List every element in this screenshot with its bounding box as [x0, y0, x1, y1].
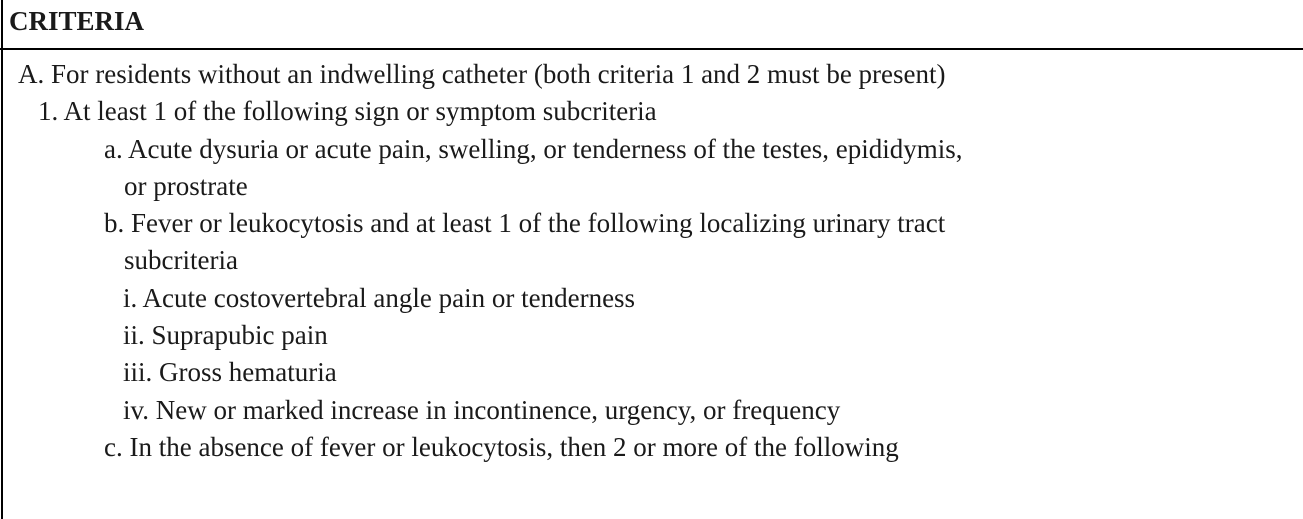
subcriterion-1b-continued: subcriteria: [124, 245, 238, 275]
table-left-border: [1, 0, 3, 519]
subcriterion-1c: c. In the absence of fever or leukocytosis, then 2 or more of the following: [104, 432, 899, 462]
header-divider: [0, 48, 1303, 50]
subcriterion-1a: a. Acute dysuria or acute pain, swelling, or tenderness of the testes, epididymis,: [104, 134, 963, 164]
subcriterion-1b-i: i. Acute costovertebral angle pain or tenderness: [123, 283, 636, 313]
subcriterion-1b: b. Fever or leukocytosis and at least 1 of the following localizing urinary tract: [104, 208, 946, 238]
subcriterion-1b-iv: iv. New or marked increase in incontinence, urgency, or frequency: [123, 395, 841, 425]
subcriterion-1: 1. At least 1 of the following sign or symptom subcriteria: [38, 96, 657, 126]
subcriterion-1a-continued: or prostrate: [124, 171, 248, 201]
criterion-a: A. For residents without an indwelling catheter (both criteria 1 and 2 must be present): [18, 59, 946, 89]
subcriterion-1b-ii: ii. Suprapubic pain: [123, 320, 328, 350]
subcriterion-1b-iii: iii. Gross hematuria: [123, 357, 337, 387]
criteria-header: CRITERIA: [9, 6, 145, 36]
